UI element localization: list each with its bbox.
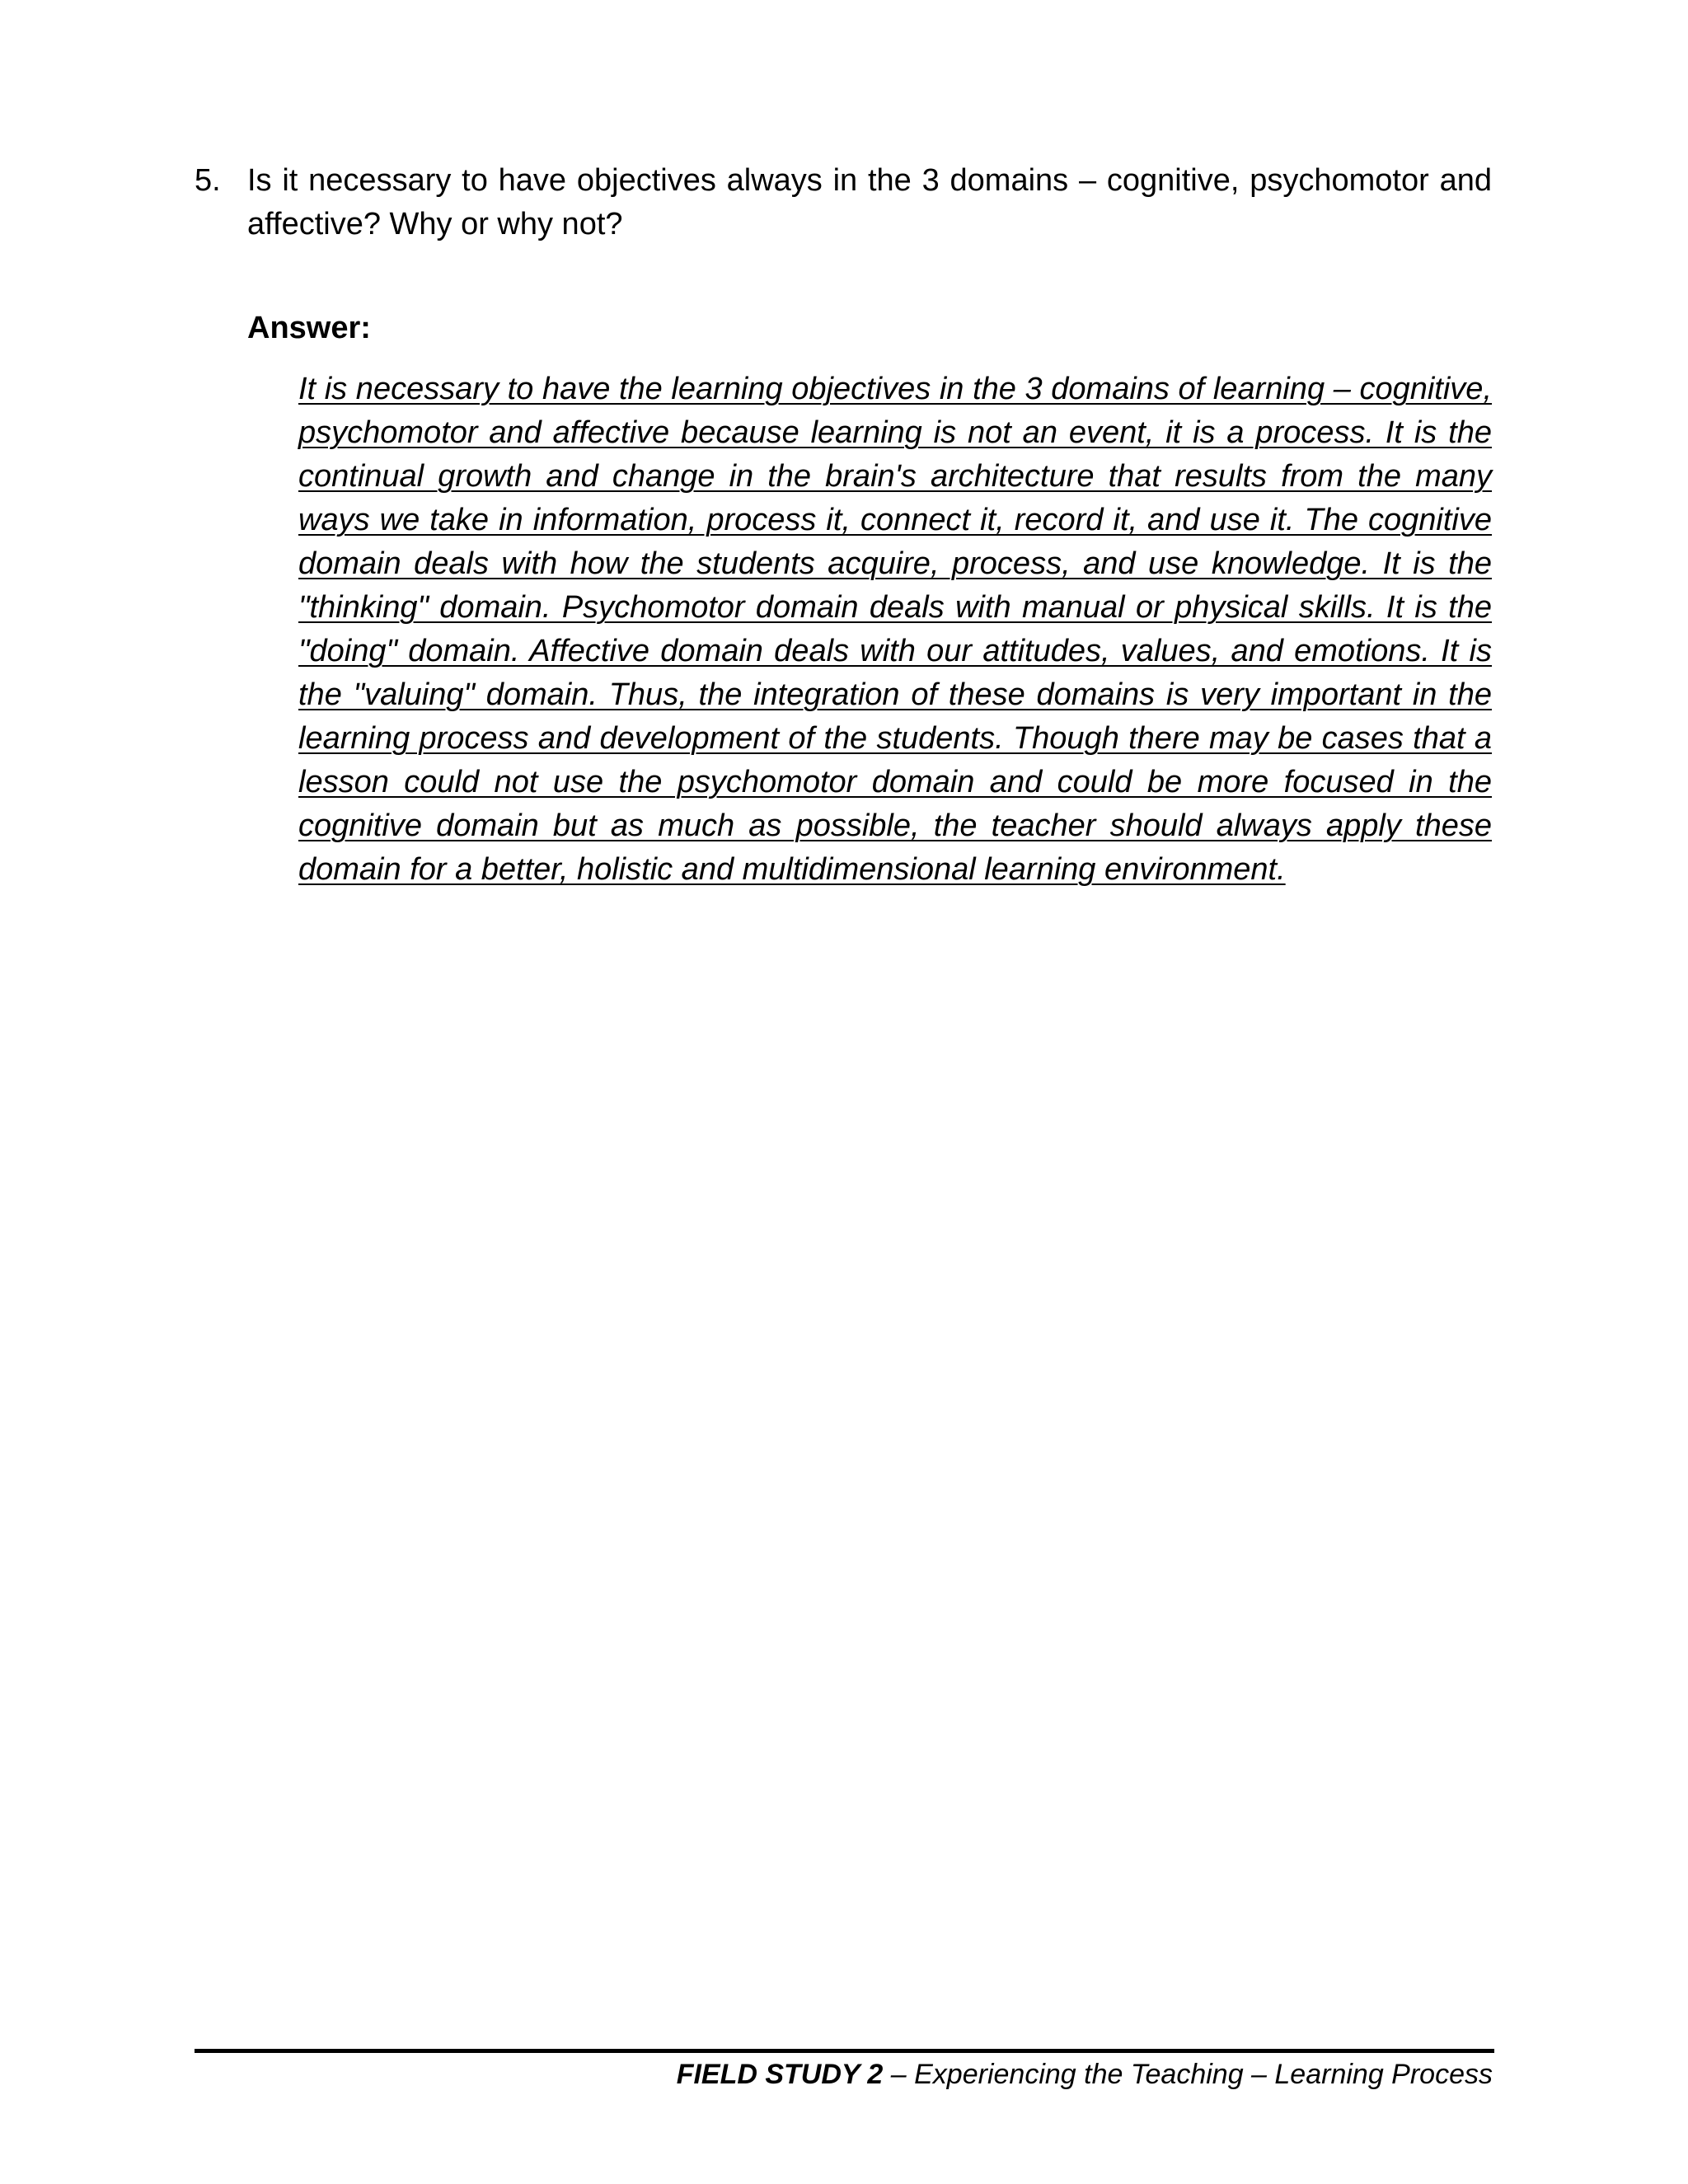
answer-label: Answer: [247, 311, 371, 345]
footer-divider [195, 2049, 1494, 2053]
question-item [195, 159, 1492, 246]
question-text: Is it necessary to have objectives always in the 3 domains – cognitive, psychomotor and affective? Why or why not? [247, 163, 1492, 241]
answer-text: It is necessary to have the learning objectives in the 3 domains of learning – cognitive, psychomotor and affective because learning is not an event, it is a process. It is the continual growth and change in the brain's architecture that results from the many ways we take in information, process it, connect it, record it, and use it. The cognitive domain deals with how the students acquire, process, and use knowledge. It is the "thinking" domain. Psychomotor domain deals with manual or physical skills. It is the "doing" domain. Affective domain deals with our attitudes, values, and emotions. It is the "valuing" domain. Thus, the integration of these domains is very important in the learning process and development of the students. Though there may be cases that a lesson could not use the psychomotor domain and could be more focused in the cognitive domain but as much as possible, the teacher should always apply these domain for a better, holistic and multidimensional learning environment. [298, 372, 1492, 887]
footer-subtitle: – Experiencing the Teaching – Learning Process [883, 2059, 1493, 2090]
page-footer [677, 2056, 1493, 2093]
question-number: 5. [195, 163, 221, 198]
footer-course-title: FIELD STUDY 2 [676, 2059, 884, 2090]
